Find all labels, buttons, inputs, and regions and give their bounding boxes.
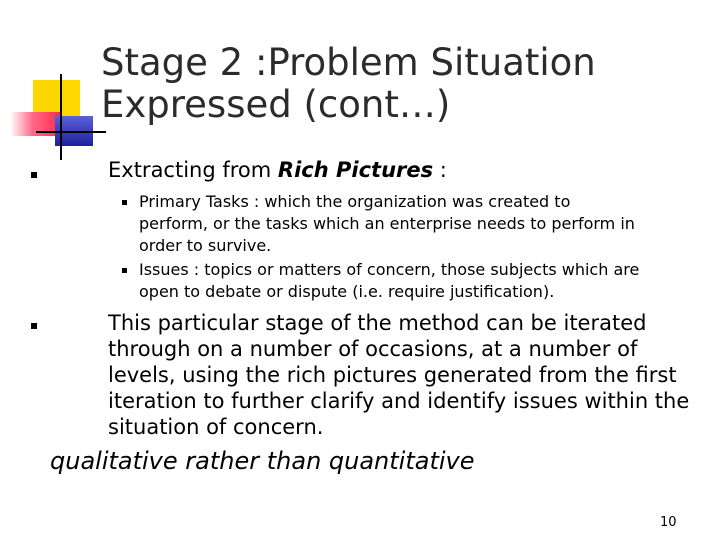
bullet-square-icon [31,172,37,178]
sub-bullet-square-icon [122,268,127,273]
title-line-2: Expressed (cont…) [101,83,451,126]
sub-bullet-2-line-2: open to debate or dispute (i.e. require justification). [139,282,555,301]
bullet-square-icon [31,323,37,329]
slide-title [101,42,701,126]
sub-bullet-2-line-1: Issues : topics or matters of concern, those subjects which are [139,260,640,279]
sub-bullet-1-line-1: Primary Tasks : which the organization was created to [139,192,571,211]
tagline: qualitative rather than quantitative [50,447,475,475]
sub-bullet-1-line-3: order to survive. [139,236,272,255]
page-number: 10 [660,515,677,530]
sub-bullet-1-line-2: perform, or the tasks which an enterprise needs to perform in [139,214,635,233]
bullet-2-line-3: levels, using the rich pictures generated from the first [108,363,677,387]
bullet-1-prefix: Extracting from [108,158,278,182]
rich-pictures-emphasis: Rich Pictures [277,158,434,182]
sub-bullet-square-icon [122,200,127,205]
bullet-2-line-5: situation of concern. [108,415,324,439]
bullet-2-line-1: This particular stage of the method can be iterated [108,311,647,335]
decor-horizontal-line [36,131,106,133]
title-line-1: Stage 2 :Problem Situation [101,41,596,84]
bullet-2-line-2: through on a number of occasions, at a number of [108,337,638,361]
bullet-2-line-4: iteration to further clarify and identify issues within the [108,389,690,413]
bullet-1-suffix: : [433,158,447,182]
decor-vertical-line [60,74,62,160]
bullet-1-text [108,157,447,183]
